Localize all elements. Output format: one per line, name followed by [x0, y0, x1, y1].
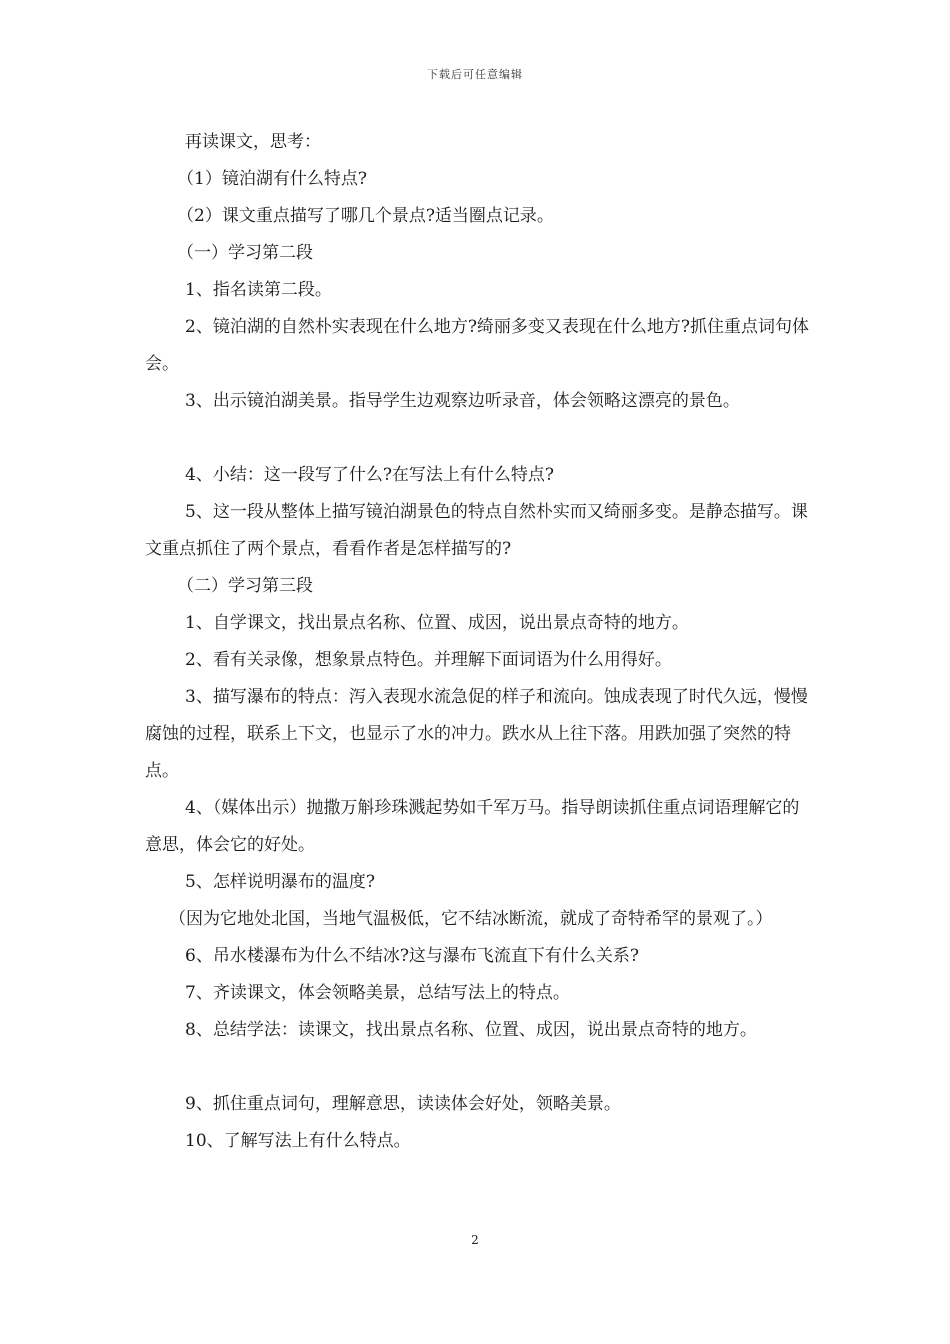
- paragraph: 1、指名读第二段。: [185, 280, 332, 300]
- paragraph: 4、（媒体出示）抛撒万斛珍珠溅起势如千军万马。指导朗读抓住重点词语理解它的意思，体会它的好处。: [145, 798, 800, 855]
- paragraph: 3、出示镜泊湖美景。指导学生边观察边听录音，体会领略这漂亮的景色。: [185, 391, 740, 411]
- paragraph: 9、抓住重点词句，理解意思，读读体会好处，领略美景。: [185, 1094, 621, 1114]
- paragraph: （因为它地处北国，当地气温极低，它不结冰断流，就成了奇特希罕的景观了。）: [169, 909, 773, 929]
- paragraph: 2、镜泊湖的自然朴实表现在什么地方?绮丽多变又表现在什么地方?抓住重点词句体会。: [145, 317, 810, 374]
- paragraph: 10、了解写法上有什么特点。: [185, 1131, 411, 1151]
- paragraph: 6、吊水楼瀑布为什么不结冰?这与瀑布飞流直下有什么关系?: [185, 946, 640, 966]
- paragraph: （1）镜泊湖有什么特点?: [177, 169, 367, 189]
- paragraph: 再读课文，思考：: [185, 132, 321, 152]
- paragraph: 3、描写瀑布的特点：泻入表现水流急促的样子和流向。蚀成表现了时代久远，慢慢腐蚀的过程，联系上下文，也显示了水的冲力。跌水从上往下落。用跌加强了突然的特点。: [145, 687, 808, 781]
- page-number: 2: [471, 1233, 479, 1247]
- paragraph: 8、总结学法：读课文，找出景点名称、位置、成因，说出景点奇特的地方。: [185, 1020, 757, 1040]
- paragraph: 1、自学课文，找出景点名称、位置、成因，说出景点奇特的地方。: [185, 613, 689, 633]
- section-heading: （一）学习第二段: [177, 243, 313, 263]
- paragraph: 4、小结：这一段写了什么?在写法上有什么特点?: [185, 465, 555, 485]
- document-body: [145, 124, 810, 1160]
- section-heading: （二）学习第三段: [177, 576, 313, 596]
- paragraph: 5、这一段从整体上描写镜泊湖景色的特点自然朴实而又绮丽多变。是静态描写。课文重点抓住了两个景点，看看作者是怎样描写的?: [145, 502, 808, 559]
- paragraph: 7、齐读课文，体会领略美景，总结写法上的特点。: [185, 983, 570, 1003]
- paragraph: 5、怎样说明瀑布的温度?: [185, 872, 375, 892]
- page-header: 下载后可任意编辑: [427, 68, 523, 81]
- paragraph: 2、看有关录像，想象景点特色。并理解下面词语为什么用得好。: [185, 650, 672, 670]
- paragraph: （2）课文重点描写了哪几个景点?适当圈点记录。: [177, 206, 554, 226]
